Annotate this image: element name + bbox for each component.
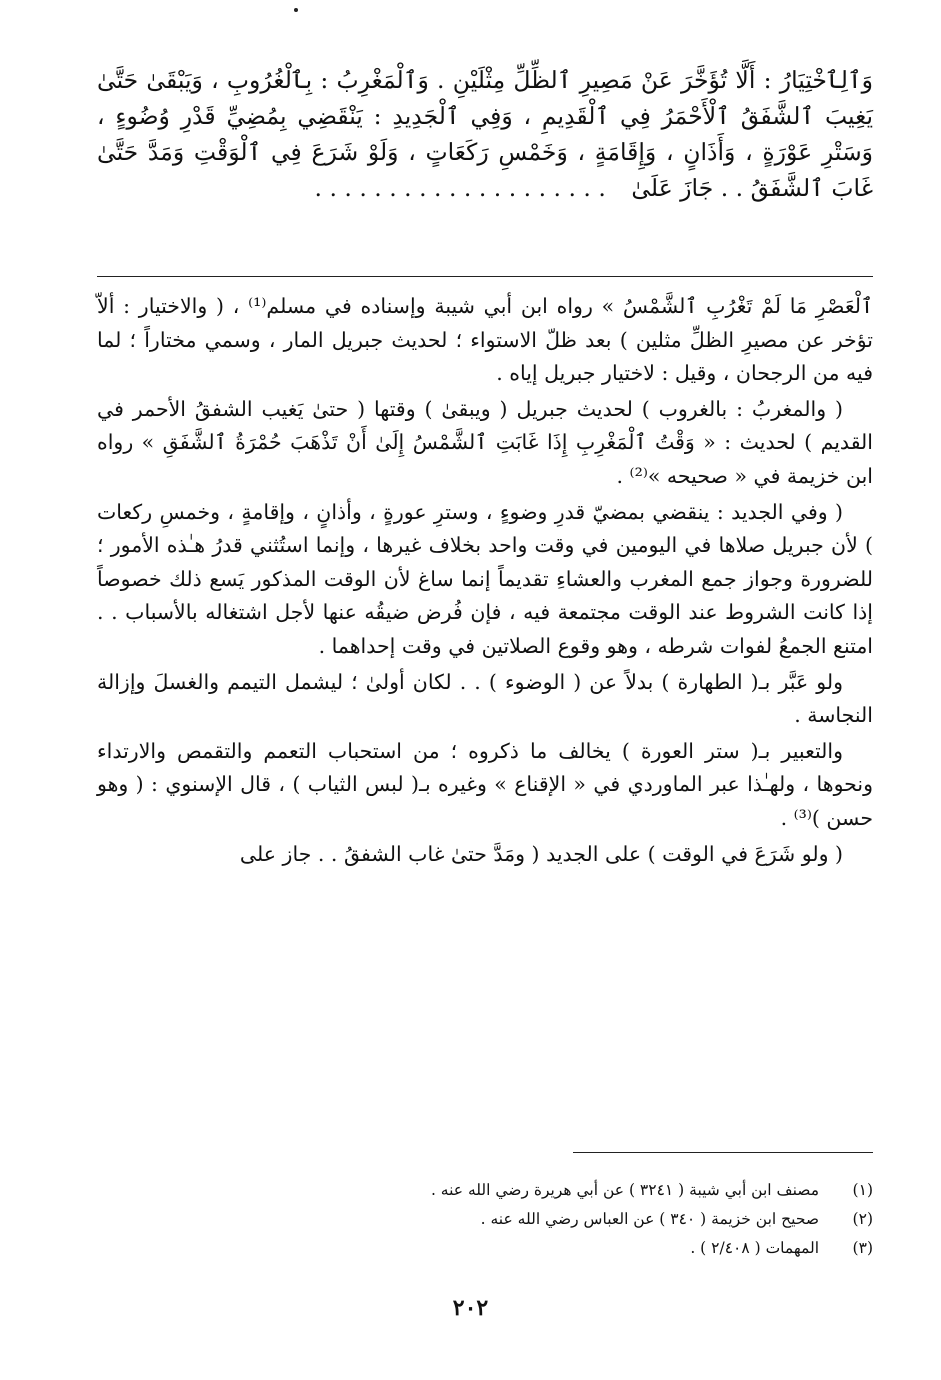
sharh-paragraph: ( والمغربُ : بالغروب ) لحديث جبريل ( ويبقىٰ ) وقتها ( حتىٰ يَغيب الشفقُ الأحمر في القديم ) لحديث : « وَقْتُ ٱلْمَغْرِبِ إِذَا غَابَتِ ٱلشَّمْسُ إِلَىٰ أَنْ تَذْهَبَ حُمْرَةُ ٱلشَّفَقِ » رواه ابن خزيمة في « صحيحه »⁽²⁾ . xyxy=(97,396,873,488)
footnote-number: (١) xyxy=(852,1181,873,1199)
sharh-paragraph: ٱلْعَصْرِ مَا لَمْ تَغْرُبِ ٱلشَّمْسُ » رواه ابن أبي شيبة وإسناده في مسلم⁽¹⁾ ، ( والاختيار : ألاّ تؤخر عن مصيرِ الظلِّ مثلين ) بعد ظلّ الاستواء ؛ لحديث جبريل المار ، وسمي مختاراً ؛ لما فيه من الرجحان ، وقيل : لاختيار جبريل إياه . xyxy=(97,294,873,386)
matn-body: وَٱلِٱخْتِيَارُ : أَلَّا تُؤَخَّرَ عَنْ مَصِيرِ ٱلظِّلِّ مِثْلَيْنِ . وَٱلْمَغْرِبُ : بِٱلْغُرُوبِ ، وَيَبْقَىٰ حَتَّىٰ يَغِيبَ ٱلشَّفَقُ ٱلْأَحْمَرُ فِي ٱلْقَدِيمِ ، وَفِي ٱلْجَدِيدِ : يَنْقَضِي بِمُضِيِّ قَدْرِ وُضُوءٍ ، وَسَتْرِ عَوْرَةٍ ، وَأَذَانٍ ، وَإِقَامَةٍ ، وَخَمْسِ رَكَعَاتٍ ، وَلَوْ شَرَعَ فِي ٱلْوَقْتِ وَمَدَّ حَتَّىٰ غَابَ ٱلشَّفَقُ . . جَازَ عَلَىٰ xyxy=(97,66,873,202)
footnote-separator xyxy=(573,1152,873,1153)
footnote-text: صحيح ابن خزيمة ( ٣٤٠ ) عن العباس رضي الله عنه . xyxy=(480,1210,819,1228)
footnote xyxy=(97,1205,873,1234)
footnotes xyxy=(97,1176,873,1263)
matn-paragraph xyxy=(97,62,873,206)
footnote xyxy=(97,1176,873,1205)
sharh-paragraph: ولو عَبَّر بـ( الطهارة ) بدلاً عن ( الوضوء ) . . لكان أولىٰ ؛ ليشمل التيمم والغسلَ وإزالة النجاسة . xyxy=(97,669,873,728)
matn-dots: . . . . . . . . . . . . . . . . . . . . xyxy=(314,174,606,202)
page-number: ٢٠٢ xyxy=(452,1295,489,1321)
sharh-paragraph: ( ولو شَرَعَ في الوقت ) على الجديد ( ومَدَّ حتىٰ غاب الشفقُ . . جاز على xyxy=(239,841,843,866)
footnote-text: مصنف ابن أبي شيبة ( ٣٢٤١ ) عن أبي هريرة رضي الله عنه . xyxy=(430,1181,819,1199)
sharh-paragraph: والتعبير بـ( ستر العورة ) يخالف ما ذكروه ؛ من استحباب التعمم والتقمص والارتداء ونحوها ، ولهـٰذا عبر الماوردي في « الإقناع » وغيره بـ( لبس الثياب ) ، قال الإسنوي : ( وهو حسن )⁽³⁾ . xyxy=(97,738,873,830)
sharh-commentary xyxy=(97,290,873,873)
footnote-number: (٢) xyxy=(852,1210,873,1228)
footnote-number: (٣) xyxy=(852,1239,873,1257)
sharh-paragraph: ( وفي الجديد : ينقضي بمضيّ قدرِ وضوءٍ ، وسترِ عورةٍ ، وأذانٍ ، وإقامةٍ ، وخمسِ ركعات ) لأن جبريل صلاها في اليومين في وقت واحد بخلاف غيرها ، وإنما استُثني قدرُ هـٰذه الأمور ؛ للضرورة وجواز جمع المغرب والعشاءِ تقديماً إنما ساغ لأن الوقت المذكور يَسع ذلك خصوصاً إذا كانت الشروط عند الوقت مجتمعة فيه ، فإن فُرض ضيقُه عنها لأجل اشتغاله بالأسباب . . امتنع الجمعُ لفوات شرطه ، وهو وقوع الصلاتين في وقت إحداهما . xyxy=(97,499,873,658)
matn-text xyxy=(97,62,873,206)
ink-speck xyxy=(294,8,298,12)
footnote xyxy=(97,1234,873,1263)
matn-separator xyxy=(97,276,873,277)
footnote-text: المهمات ( ٢/٤٠٨ ) . xyxy=(690,1239,819,1257)
